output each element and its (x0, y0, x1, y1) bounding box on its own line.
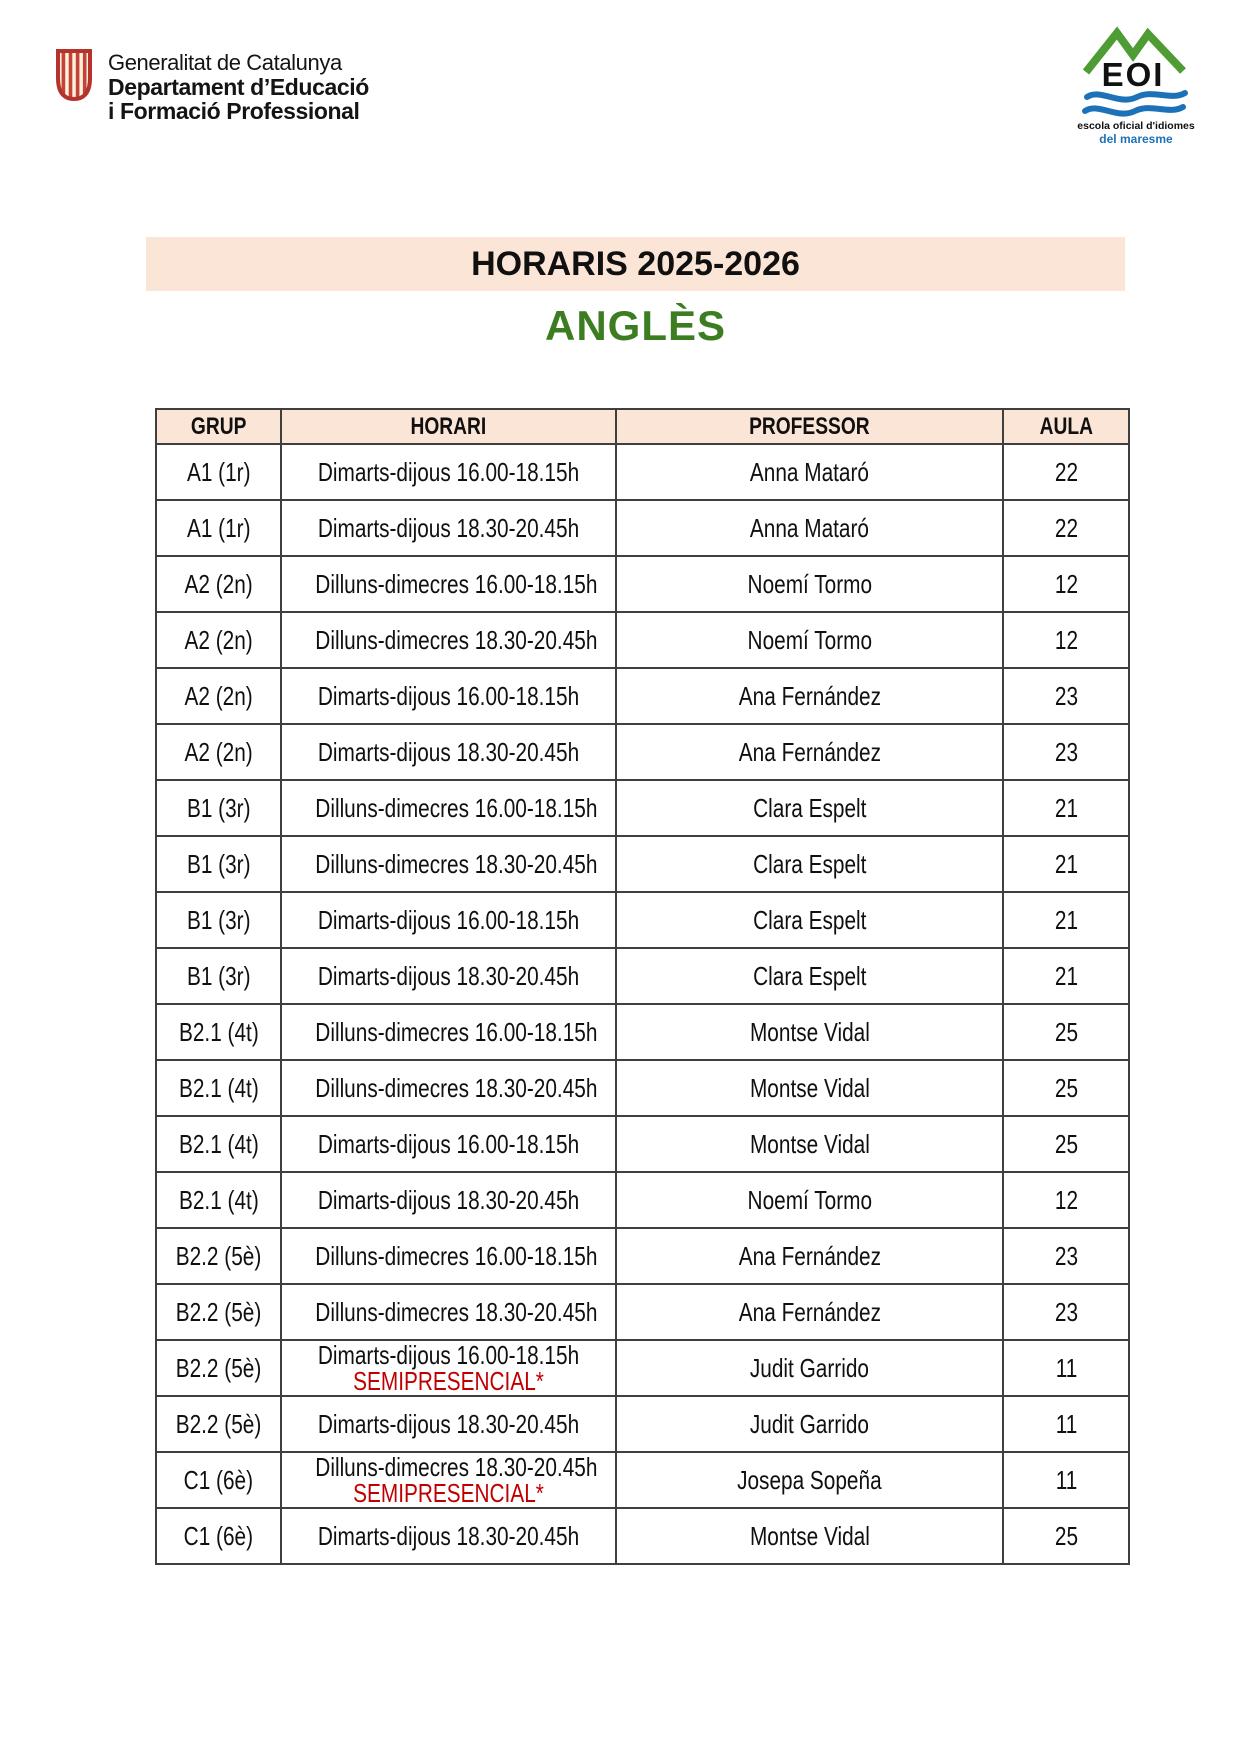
generalitat-logo (55, 48, 369, 123)
cell-aula: 21 (1003, 948, 1129, 1004)
cell-grup: C1 (6è) (156, 1508, 281, 1564)
cell-aula: 21 (1003, 780, 1129, 836)
cell-professor: Anna Mataró (616, 444, 1003, 500)
cell-aula: 25 (1003, 1116, 1129, 1172)
table-row (156, 724, 1129, 780)
table-row (156, 1340, 1129, 1396)
cell-grup: A2 (2n) (156, 668, 281, 724)
generalitat-logo-text (108, 48, 369, 123)
banner (146, 237, 1125, 291)
cell-grup: B1 (3r) (156, 836, 281, 892)
cell-horari: Dimarts-dijous 18.30-20.45h (281, 724, 616, 780)
senyera-shield-icon (55, 48, 93, 102)
cell-aula: 22 (1003, 500, 1129, 556)
table-row (156, 668, 1129, 724)
table-row (156, 1004, 1129, 1060)
cell-professor: Clara Espelt (616, 892, 1003, 948)
cell-aula: 23 (1003, 1228, 1129, 1284)
table-row (156, 1060, 1129, 1116)
cell-professor: Noemí Tormo (616, 1172, 1003, 1228)
cell-professor: Noemí Tormo (616, 556, 1003, 612)
cell-professor: Ana Fernández (616, 668, 1003, 724)
cell-grup: A2 (2n) (156, 724, 281, 780)
cell-grup: B2.2 (5è) (156, 1228, 281, 1284)
eoi-logo (1072, 20, 1200, 146)
cell-aula: 12 (1003, 612, 1129, 668)
schedule-table (155, 408, 1130, 1565)
table-row (156, 1452, 1129, 1508)
cell-grup: B2.2 (5è) (156, 1340, 281, 1396)
cell-grup: A1 (1r) (156, 500, 281, 556)
cell-professor: Montse Vidal (616, 1508, 1003, 1564)
cell-grup: B2.2 (5è) (156, 1396, 281, 1452)
cell-horari: Dilluns-dimecres 16.00-18.15h (281, 780, 616, 836)
cell-grup: B2.1 (4t) (156, 1116, 281, 1172)
cell-grup: B1 (3r) (156, 780, 281, 836)
cell-professor: Ana Fernández (616, 724, 1003, 780)
table-row (156, 500, 1129, 556)
cell-professor: Ana Fernández (616, 1228, 1003, 1284)
org-department-line2: i Formació Professional (108, 98, 360, 124)
cell-grup: A1 (1r) (156, 444, 281, 500)
cell-grup: B2.1 (4t) (156, 1004, 281, 1060)
table-row (156, 1228, 1129, 1284)
table-row (156, 556, 1129, 612)
cell-professor: Judit Garrido (616, 1340, 1003, 1396)
table-row (156, 1284, 1129, 1340)
cell-professor: Clara Espelt (616, 780, 1003, 836)
cell-horari: Dilluns-dimecres 18.30-20.45h SEMIPRESENCIAL* (281, 1452, 616, 1508)
semipresencial-note: SEMIPRESENCIAL* (353, 1478, 544, 1508)
semipresencial-note: SEMIPRESENCIAL* (353, 1366, 544, 1396)
cell-horari: Dimarts-dijous 16.00-18.15h (281, 892, 616, 948)
cell-horari: Dimarts-dijous 16.00-18.15h (281, 668, 616, 724)
cell-horari: Dimarts-dijous 18.30-20.45h (281, 1508, 616, 1564)
eoi-acronym: EOI (1101, 56, 1165, 93)
cell-horari: Dilluns-dimecres 18.30-20.45h (281, 1060, 616, 1116)
cell-grup: A2 (2n) (156, 612, 281, 668)
table-row (156, 836, 1129, 892)
cell-aula: 25 (1003, 1004, 1129, 1060)
eoi-mountain-waves-icon (1077, 20, 1195, 120)
org-name: Generalitat de Catalunya (108, 50, 342, 75)
cell-horari: Dilluns-dimecres 16.00-18.15h (281, 1228, 616, 1284)
cell-professor: Montse Vidal (616, 1116, 1003, 1172)
eoi-school-name: escola oficial d'idiomes (1077, 120, 1195, 132)
cell-horari: Dilluns-dimecres 18.30-20.45h (281, 836, 616, 892)
table-row (156, 1396, 1129, 1452)
cell-grup: A2 (2n) (156, 556, 281, 612)
cell-grup: B2.2 (5è) (156, 1284, 281, 1340)
cell-horari: Dilluns-dimecres 18.30-20.45h (281, 1284, 616, 1340)
cell-aula: 23 (1003, 668, 1129, 724)
header-row (156, 409, 1129, 444)
header-grup: GRUP (156, 409, 281, 444)
cell-grup: B2.1 (4t) (156, 1060, 281, 1116)
header-horari: HORARI (281, 409, 616, 444)
cell-aula: 12 (1003, 556, 1129, 612)
cell-professor: Ana Fernández (616, 1284, 1003, 1340)
cell-aula: 11 (1003, 1452, 1129, 1508)
cell-horari: Dimarts-dijous 16.00-18.15h SEMIPRESENCIAL* (281, 1340, 616, 1396)
cell-aula: 12 (1003, 1172, 1129, 1228)
cell-professor: Anna Mataró (616, 500, 1003, 556)
cell-professor: Clara Espelt (616, 948, 1003, 1004)
cell-professor: Montse Vidal (616, 1060, 1003, 1116)
cell-aula: 11 (1003, 1396, 1129, 1452)
cell-horari: Dimarts-dijous 16.00-18.15h (281, 444, 616, 500)
schedule-table-head (156, 409, 1129, 444)
cell-professor: Judit Garrido (616, 1396, 1003, 1452)
table-row (156, 892, 1129, 948)
cell-professor: Montse Vidal (616, 1004, 1003, 1060)
table-row (156, 444, 1129, 500)
table-row (156, 1508, 1129, 1564)
cell-aula: 23 (1003, 724, 1129, 780)
header-aula: AULA (1003, 409, 1129, 444)
cell-professor: Noemí Tormo (616, 612, 1003, 668)
cell-aula: 11 (1003, 1340, 1129, 1396)
cell-horari: Dilluns-dimecres 16.00-18.15h (281, 556, 616, 612)
header-professor: PROFESSOR (616, 409, 1003, 444)
cell-aula: 25 (1003, 1060, 1129, 1116)
cell-grup: C1 (6è) (156, 1452, 281, 1508)
cell-aula: 23 (1003, 1284, 1129, 1340)
cell-grup: B1 (3r) (156, 892, 281, 948)
table-row (156, 780, 1129, 836)
eoi-school-region: del maresme (1099, 132, 1173, 146)
cell-horari: Dimarts-dijous 18.30-20.45h (281, 1172, 616, 1228)
cell-aula: 21 (1003, 892, 1129, 948)
org-department-line1: Departament d’Educació (108, 74, 369, 100)
language-title: ANGLÈS (544, 302, 726, 349)
table-row (156, 1172, 1129, 1228)
cell-grup: B2.1 (4t) (156, 1172, 281, 1228)
cell-horari: Dilluns-dimecres 16.00-18.15h (281, 1004, 616, 1060)
cell-professor: Clara Espelt (616, 836, 1003, 892)
cell-horari: Dimarts-dijous 18.30-20.45h (281, 1396, 616, 1452)
banner-title: HORARIS 2025-2026 (471, 244, 800, 283)
cell-horari: Dilluns-dimecres 18.30-20.45h (281, 612, 616, 668)
cell-horari: Dimarts-dijous 18.30-20.45h (281, 948, 616, 1004)
cell-aula: 22 (1003, 444, 1129, 500)
cell-horari: Dimarts-dijous 16.00-18.15h (281, 1116, 616, 1172)
table-row (156, 612, 1129, 668)
schedule-table-container (155, 408, 1130, 1565)
cell-professor: Josepa Sopeña (616, 1452, 1003, 1508)
cell-aula: 25 (1003, 1508, 1129, 1564)
cell-horari: Dimarts-dijous 18.30-20.45h (281, 500, 616, 556)
cell-grup: B1 (3r) (156, 948, 281, 1004)
table-row (156, 948, 1129, 1004)
table-row (156, 1116, 1129, 1172)
schedule-table-body (156, 444, 1129, 1564)
cell-aula: 21 (1003, 836, 1129, 892)
